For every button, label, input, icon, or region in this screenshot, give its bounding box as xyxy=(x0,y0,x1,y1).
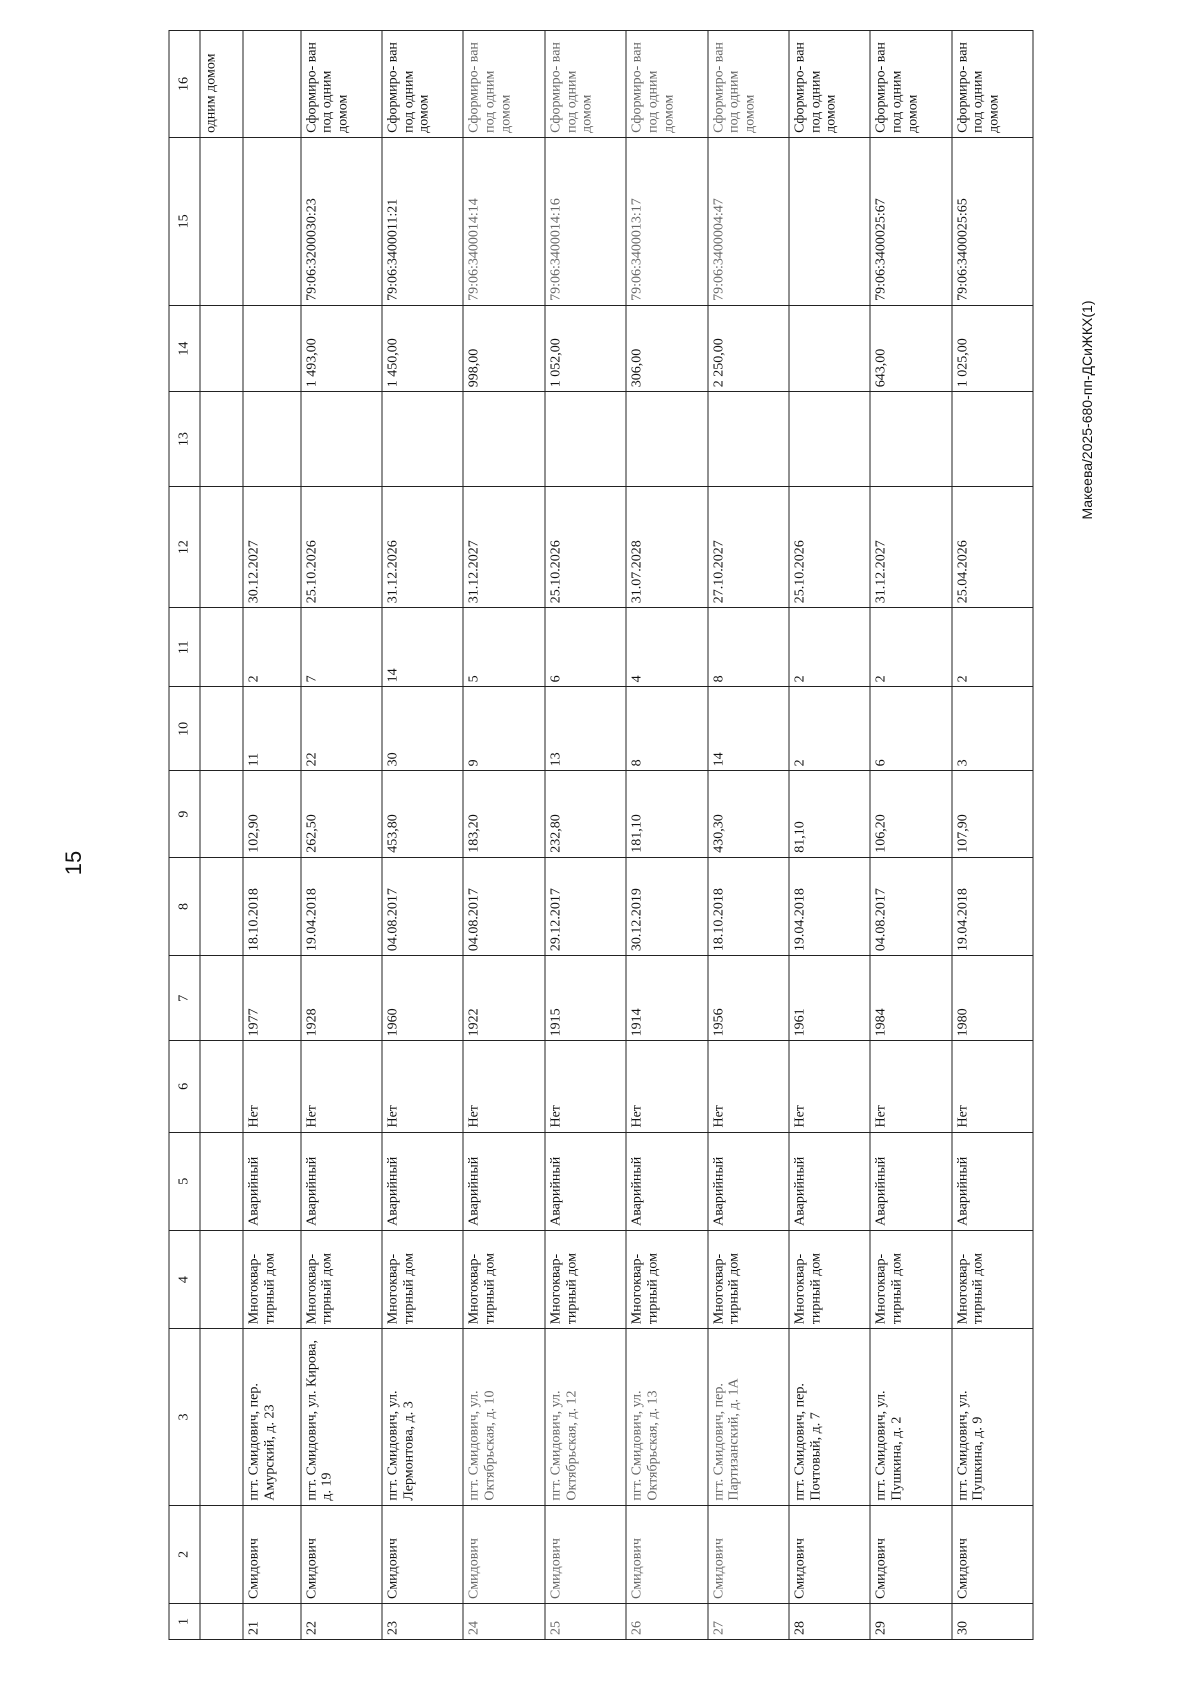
table-cell: Смидович xyxy=(300,1505,381,1603)
table-cell: Многоквар- тирный дом xyxy=(544,1230,625,1328)
table-cell xyxy=(544,392,625,487)
continuation-row xyxy=(200,31,243,1640)
column-header: 14 xyxy=(169,305,200,391)
table-cell: 1960 xyxy=(382,956,463,1041)
table-cell: 1961 xyxy=(788,956,869,1041)
column-header: 12 xyxy=(169,487,200,608)
table-cell: 31.12.2027 xyxy=(870,487,951,608)
table-cell: 24 xyxy=(463,1604,544,1640)
table-cell: 232,80 xyxy=(544,771,625,857)
table-cell: 79:06:3200030:23 xyxy=(300,137,381,305)
table-cell: 4 xyxy=(626,608,707,687)
table-row xyxy=(382,31,463,1640)
table-cell: 81,10 xyxy=(788,771,869,857)
table-cell: 1928 xyxy=(300,956,381,1041)
table-cell: 107,90 xyxy=(951,771,1032,857)
table-cell: 79:06:3400025:65 xyxy=(951,137,1032,305)
table-cell: Нет xyxy=(300,1041,381,1132)
table-cell: Аварийный xyxy=(626,1132,707,1230)
column-header: 11 xyxy=(169,608,200,687)
table-cell: 430,30 xyxy=(707,771,788,857)
table-cell: Нет xyxy=(707,1041,788,1132)
table-cell: 183,20 xyxy=(463,771,544,857)
column-header: 16 xyxy=(169,31,200,138)
table-cell: 7 xyxy=(300,608,381,687)
table-cell: 9 xyxy=(463,687,544,771)
table-cell: 25.10.2026 xyxy=(544,487,625,608)
table-cell: 2 250,00 xyxy=(707,305,788,391)
table-cell: Многоквар- тирный дом xyxy=(788,1230,869,1328)
table-cell: 1 025,00 xyxy=(951,305,1032,391)
table-cell: Нет xyxy=(870,1041,951,1132)
table-cell: Нет xyxy=(788,1041,869,1132)
table-row xyxy=(300,31,381,1640)
table-cell xyxy=(463,392,544,487)
table-cell: 1984 xyxy=(870,956,951,1041)
table-cell: 1922 xyxy=(463,956,544,1041)
table-cell: 453,80 xyxy=(382,771,463,857)
column-number-row xyxy=(169,31,200,1640)
table-cell: 1980 xyxy=(951,956,1032,1041)
table-cell: 2 xyxy=(870,608,951,687)
table-cell: 25 xyxy=(544,1604,625,1640)
table-cell: 22 xyxy=(300,1604,381,1640)
table-cell: Аварийный xyxy=(463,1132,544,1230)
table-cell: 26 xyxy=(626,1604,707,1640)
table-cell: Сформиро- ван под одним домом xyxy=(788,31,869,138)
table-cell: Аварийный xyxy=(382,1132,463,1230)
table-cell: 28 xyxy=(788,1604,869,1640)
table-cell: 18.10.2018 xyxy=(707,857,788,955)
table-cell: Многоквар- тирный дом xyxy=(463,1230,544,1328)
table-cell: Сформиро- ван под одним домом xyxy=(300,31,381,138)
table-cell: пгт. Смидович, ул. Кирова, д. 19 xyxy=(300,1329,381,1505)
table-cell: 19.04.2018 xyxy=(951,857,1032,955)
table-cell: 1 052,00 xyxy=(544,305,625,391)
column-header: 9 xyxy=(169,771,200,857)
table-cell: 19.04.2018 xyxy=(788,857,869,955)
table-cell: Аварийный xyxy=(243,1132,301,1230)
table-row xyxy=(870,31,951,1640)
page-number: 15 xyxy=(61,850,87,876)
table-cell: 30.12.2027 xyxy=(243,487,301,608)
table-cell: Смидович xyxy=(243,1505,301,1603)
table-cell: Нет xyxy=(243,1041,301,1132)
table-cell: 25.10.2026 xyxy=(300,487,381,608)
table-cell: одним домом xyxy=(200,31,243,138)
table-cell: пгт. Смидович, пер. Почтовый, д. 7 xyxy=(788,1329,869,1505)
table-cell: 181,10 xyxy=(626,771,707,857)
table-cell: 30 xyxy=(951,1604,1032,1640)
table-cell: 79:06:3400011:21 xyxy=(382,137,463,305)
table-cell: 1956 xyxy=(707,956,788,1041)
table-cell xyxy=(870,392,951,487)
table-cell: 2 xyxy=(788,608,869,687)
table-cell: пгт. Смидович, ул. Пушкина, д. 9 xyxy=(951,1329,1032,1505)
table-cell: 19.04.2018 xyxy=(300,857,381,955)
table-cell: Сформиро- ван под одним домом xyxy=(382,31,463,138)
table-cell: Аварийный xyxy=(788,1132,869,1230)
table-cell xyxy=(243,305,301,391)
table-row xyxy=(707,31,788,1640)
table-cell: пгт. Смидович, пер. Партизанский, д. 1А xyxy=(707,1329,788,1505)
table-cell: Аварийный xyxy=(300,1132,381,1230)
table-cell: 25.10.2026 xyxy=(788,487,869,608)
table-cell: Смидович xyxy=(707,1505,788,1603)
table-cell xyxy=(788,137,869,305)
table-cell xyxy=(951,392,1032,487)
table-cell: Сформиро- ван под одним домом xyxy=(870,31,951,138)
table-cell: 11 xyxy=(243,687,301,771)
table-cell: 306,00 xyxy=(626,305,707,391)
table-row xyxy=(544,31,625,1640)
table-cell: Смидович xyxy=(870,1505,951,1603)
table-cell: Аварийный xyxy=(870,1132,951,1230)
table-cell: 27 xyxy=(707,1604,788,1640)
column-header: 6 xyxy=(169,1041,200,1132)
table-cell: 3 xyxy=(951,687,1032,771)
table-cell: Смидович xyxy=(463,1505,544,1603)
table-cell: 18.10.2018 xyxy=(243,857,301,955)
table-cell xyxy=(243,392,301,487)
table-cell: 1 493,00 xyxy=(300,305,381,391)
table-cell: Смидович xyxy=(544,1505,625,1603)
table-cell: 30.12.2019 xyxy=(626,857,707,955)
table-cell: пгт. Смидович, ул. Октябрьская, д. 13 xyxy=(626,1329,707,1505)
document-reference-text: Макеева/2025-680-пп-ДСиЖКХ(1) xyxy=(1079,300,1095,520)
table-cell: 31.07.2028 xyxy=(626,487,707,608)
table-cell: пгт. Смидович, ул. Лермонтова, д. 3 xyxy=(382,1329,463,1505)
table-cell xyxy=(300,392,381,487)
table-cell: 1915 xyxy=(544,956,625,1041)
table-cell: 2 xyxy=(788,687,869,771)
column-header: 2 xyxy=(169,1505,200,1603)
table-row xyxy=(626,31,707,1640)
table-cell: 79:06:3400025:67 xyxy=(870,137,951,305)
table-cell: 79:06:3400004:47 xyxy=(707,137,788,305)
table-cell: 04.08.2017 xyxy=(870,857,951,955)
document-reference xyxy=(1072,180,1102,640)
table-cell xyxy=(788,305,869,391)
table-cell xyxy=(243,137,301,305)
table-cell: 1914 xyxy=(626,956,707,1041)
column-header: 7 xyxy=(169,956,200,1041)
table-cell: 8 xyxy=(707,608,788,687)
table-cell: Нет xyxy=(951,1041,1032,1132)
table-cell: Многоквар- тирный дом xyxy=(300,1230,381,1328)
table-cell: пгт. Смидович, пер. Амурский, д. 23 xyxy=(243,1329,301,1505)
column-header: 8 xyxy=(169,857,200,955)
table-row xyxy=(243,31,301,1640)
table-cell: Аварийный xyxy=(951,1132,1032,1230)
table-cell: 22 xyxy=(300,687,381,771)
table-row xyxy=(951,31,1032,1640)
column-header: 3 xyxy=(169,1329,200,1505)
table-cell: 79:06:3400013:17 xyxy=(626,137,707,305)
table-cell: 262,50 xyxy=(300,771,381,857)
table-cell: 23 xyxy=(382,1604,463,1640)
table-cell xyxy=(243,31,301,138)
rotated-table-frame xyxy=(168,30,1033,1640)
table-cell: 998,00 xyxy=(463,305,544,391)
table-cell: 1 450,00 xyxy=(382,305,463,391)
table-cell: 1977 xyxy=(243,956,301,1041)
table-cell: Многоквар- тирный дом xyxy=(243,1230,301,1328)
table-cell xyxy=(707,392,788,487)
table-cell: 13 xyxy=(544,687,625,771)
table-cell: 14 xyxy=(707,687,788,771)
column-header: 10 xyxy=(169,687,200,771)
table-cell: Многоквар- тирный дом xyxy=(707,1230,788,1328)
table-cell: пгт. Смидович, ул. Октябрьская, д. 10 xyxy=(463,1329,544,1505)
table-cell: Аварийный xyxy=(544,1132,625,1230)
table-cell: Нет xyxy=(544,1041,625,1132)
table-cell: пгт. Смидович, ул. Октябрьская, д. 12 xyxy=(544,1329,625,1505)
table-cell: 04.08.2017 xyxy=(463,857,544,955)
table-cell xyxy=(626,392,707,487)
table-cell: 29.12.2017 xyxy=(544,857,625,955)
table-cell: 21 xyxy=(243,1604,301,1640)
table-cell: Многоквар- тирный дом xyxy=(951,1230,1032,1328)
table-cell: 04.08.2017 xyxy=(382,857,463,955)
table-cell: 31.12.2027 xyxy=(463,487,544,608)
table-cell: 5 xyxy=(463,608,544,687)
housing-register-table xyxy=(168,30,1033,1640)
table-cell: Многоквар- тирный дом xyxy=(870,1230,951,1328)
table-cell: 106,20 xyxy=(870,771,951,857)
table-cell: 2 xyxy=(243,608,301,687)
table-cell: Сформиро- ван под одним домом xyxy=(626,31,707,138)
column-header: 1 xyxy=(169,1604,200,1640)
table-cell: Сформиро- ван под одним домом xyxy=(707,31,788,138)
table-cell: Смидович xyxy=(382,1505,463,1603)
table-row xyxy=(788,31,869,1640)
table-cell: Смидович xyxy=(788,1505,869,1603)
table-cell: 27.10.2027 xyxy=(707,487,788,608)
table-cell: 79:06:3400014:14 xyxy=(463,137,544,305)
table-cell: Нет xyxy=(626,1041,707,1132)
table-cell: Многоквар- тирный дом xyxy=(382,1230,463,1328)
table-cell: Многоквар- тирный дом xyxy=(626,1230,707,1328)
column-header: 5 xyxy=(169,1132,200,1230)
table-cell xyxy=(382,392,463,487)
table-cell: 31.12.2026 xyxy=(382,487,463,608)
column-header: 4 xyxy=(169,1230,200,1328)
table-cell: 2 xyxy=(951,608,1032,687)
table-container xyxy=(168,30,1033,1640)
table-cell: Смидович xyxy=(951,1505,1032,1603)
table-cell: 8 xyxy=(626,687,707,771)
table-cell: 643,00 xyxy=(870,305,951,391)
table-cell: Сформиро- ван под одним домом xyxy=(544,31,625,138)
table-cell: 6 xyxy=(544,608,625,687)
table-cell: 30 xyxy=(382,687,463,771)
table-cell: Сформиро- ван под одним домом xyxy=(951,31,1032,138)
table-cell: 25.04.2026 xyxy=(951,487,1032,608)
table-cell: 102,90 xyxy=(243,771,301,857)
table-cell: Сформиро- ван под одним домом xyxy=(463,31,544,138)
table-cell xyxy=(788,392,869,487)
table-cell: пгт. Смидович, ул. Пушкина, д. 2 xyxy=(870,1329,951,1505)
table-cell: Аварийный xyxy=(707,1132,788,1230)
table-cell: 6 xyxy=(870,687,951,771)
table-cell: Нет xyxy=(463,1041,544,1132)
column-header: 13 xyxy=(169,392,200,487)
table-cell: 14 xyxy=(382,608,463,687)
table-cell: 79:06:3400014:16 xyxy=(544,137,625,305)
table-cell: Нет xyxy=(382,1041,463,1132)
table-cell: Смидович xyxy=(626,1505,707,1603)
column-header: 15 xyxy=(169,137,200,305)
table-cell: 29 xyxy=(870,1604,951,1640)
table-row xyxy=(463,31,544,1640)
